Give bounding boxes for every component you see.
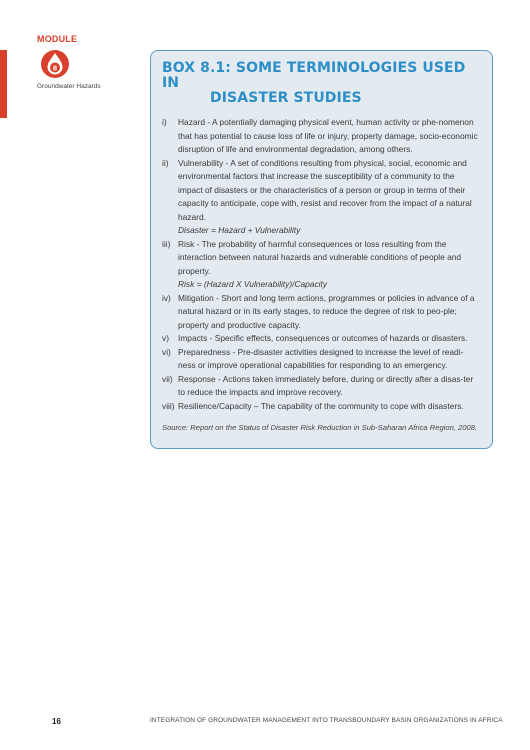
- definition-text: Hazard - A potentially damaging physical event, human activity or phe-nomenon that has potential to cause loss of life or injury, property damage, socio-economic disruption of life and environmental degradation, among others.: [178, 117, 478, 154]
- list-item: [162, 116, 480, 157]
- terminology-list: [162, 116, 480, 413]
- list-item: [162, 332, 480, 346]
- list-item-text: [178, 238, 480, 292]
- water-drop-module-icon: [40, 49, 70, 79]
- list-item: [162, 400, 480, 414]
- list-item-number: v): [162, 333, 169, 343]
- list-item-text: [178, 332, 480, 346]
- module-number: 8: [52, 63, 58, 73]
- list-item-number: i): [162, 117, 167, 127]
- definition-text: Mitigation - Short and long term actions, programmes or policies in advance of a natural hazard or in its early stages, to reduce the degree of risk to peo-ple; property and productive capacity.: [178, 292, 475, 330]
- box-title-line1: BOX 8.1: SOME TERMINOLOGIES USED IN: [162, 60, 466, 91]
- module-color-tab: [0, 50, 7, 118]
- terminology-box: [150, 50, 493, 449]
- running-title: INTEGRATION OF GROUNDWATER MANAGEMENT INTO TRANSBOUNDARY BASIN ORGANIZATIONS IN AFRICA: [150, 717, 503, 724]
- list-item-text: [178, 116, 480, 157]
- list-item: [162, 157, 480, 238]
- box-title-line2: DISASTER STUDIES: [210, 90, 362, 106]
- module-name: Groundwater Hazards: [37, 83, 101, 90]
- list-item-number: iii): [162, 238, 171, 249]
- box-title: [162, 61, 480, 106]
- list-item-text: [178, 373, 480, 400]
- list-item-number: iv): [162, 292, 171, 303]
- list-item: [162, 238, 480, 292]
- list-item-number: vii): [162, 373, 173, 384]
- definition-text: Risk - The probability of harmful consequences or loss resulting from the interaction between natural hazards and vulnerable conditions of people and property.: [178, 238, 462, 276]
- definition-text: Preparedness - Pre-disaster activities designed to increase the level of readi-ness or improve operational capabilities for responding to an emergency.: [178, 346, 464, 370]
- list-item: [162, 346, 480, 373]
- list-item-text: [178, 157, 480, 238]
- definition-text: Vulnerability - A set of conditions resulting from physical, social, economic and environmental factors that increase the susceptibility of a community to the impact of disasters or the characteristics of a person or group in terms of their capacity to anticipate, cope with, resist and recover from the impact of a natural hazard.: [178, 157, 472, 222]
- formula: Risk = (Hazard X Vulnerability)/Capacity: [178, 279, 328, 289]
- list-item-number: ii): [162, 157, 169, 168]
- definition-text: Resilience/Capacity – The capability of the community to cope with disasters.: [178, 400, 464, 411]
- list-item-number: vi): [162, 346, 171, 357]
- page-number: 16: [52, 717, 61, 726]
- list-item-text: [178, 292, 480, 333]
- list-item-text: [178, 346, 480, 373]
- list-item: [162, 292, 480, 333]
- source-note: Source: Report on the Status of Disaster Risk Reduction in Sub-Saharan Africa Region, 2008.: [162, 423, 478, 432]
- list-item-number: viii): [162, 400, 175, 411]
- definition-text: Response - Actions taken immediately before, during or directly after a disas-ter to reduce the impacts and improve recovery.: [178, 373, 474, 397]
- module-label: MODULE: [37, 34, 78, 44]
- definition-text: Impacts - Specific effects, consequences or outcomes of hazards or disasters.: [178, 333, 468, 343]
- list-item: [162, 373, 480, 400]
- formula: Disaster = Hazard + Vulnerability: [178, 225, 301, 235]
- list-item-text: [178, 400, 480, 414]
